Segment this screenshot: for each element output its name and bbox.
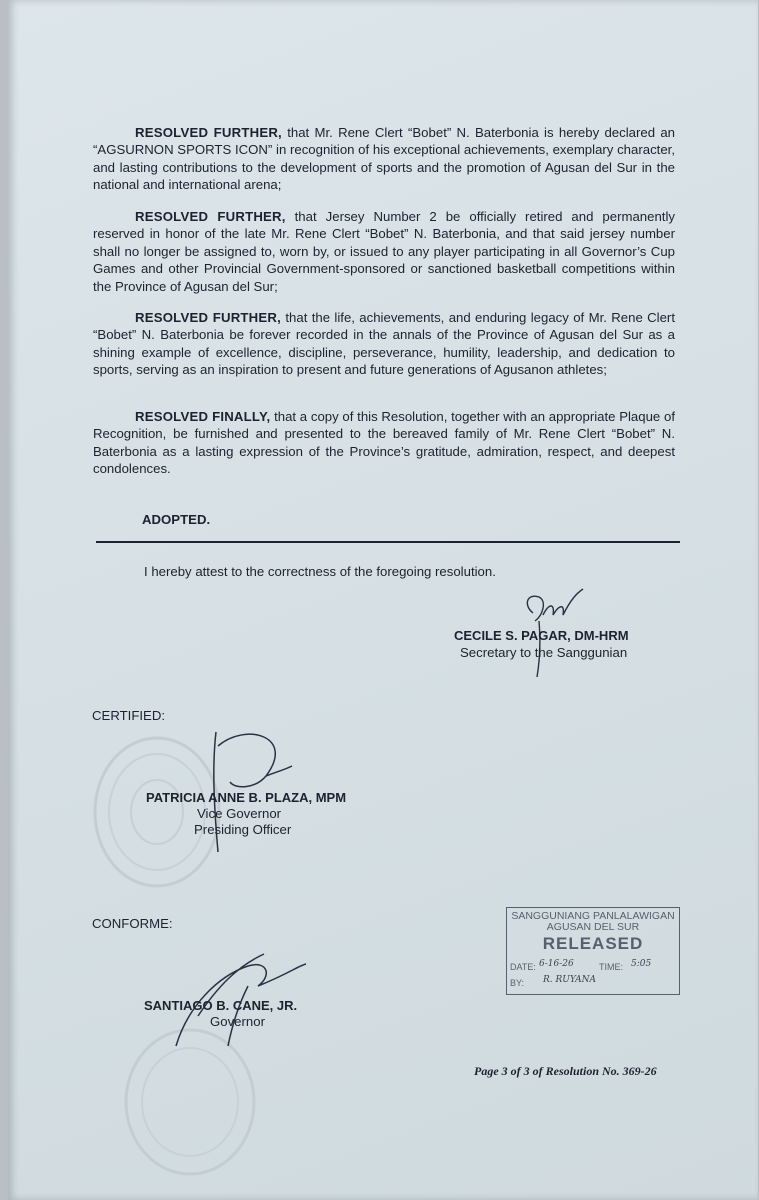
paragraph-lead: RESOLVED FURTHER,: [135, 310, 281, 325]
vice-governor-title: Vice Governor: [197, 806, 282, 821]
certified-label: CERTIFIED:: [92, 708, 166, 723]
stamp-date-value: 6-16-26: [539, 959, 574, 969]
paragraph-text: that a copy of this Resolution, together with an appropriate Plaque of Recognition, be furnished and presented to the bereaved family of Mr. Rene Clert “Bobet” N. Baterbonia as a lasting expression of the Province’s gratitude, admiration, respect, and deepest condolences.: [93, 409, 675, 477]
resolution-paragraph-2: [93, 208, 675, 295]
governor-name: SANTIAGO B. CANE, JR.: [144, 998, 298, 1013]
stamp-date-label: DATE:: [510, 962, 536, 972]
conforme-label: CONFORME:: [92, 916, 173, 931]
governor-title: Governor: [210, 1014, 265, 1029]
resolution-paragraph-1: [93, 124, 675, 194]
secretary-title: Secretary to the Sanggunian: [460, 645, 628, 660]
paragraph-text: that Mr. Rene Clert “Bobet” N. Baterbonia is hereby declared an “AGSURNON SPORTS ICON” in recognition of his exceptional achievements, exemplary character, and lasting contributions to the development of sports and the promotion of Agusan del Sur in the national and international arena;: [93, 125, 675, 193]
released-stamp: [506, 907, 680, 995]
stamp-line-1: SANGGUNIANG PANLALAWIGAN: [511, 910, 675, 922]
secretary-name: CECILE S. PAGAR, DM-HRM: [454, 628, 629, 643]
divider-line: [96, 541, 680, 543]
paragraph-text: that Jersey Number 2 be officially retired and permanently reserved in honor of the late Mr. Rene Clert “Bobet” N. Baterbonia, and that said jersey number shall no longer be assigned to, worn by, or issued to any player participating in all Governor’s Cup Games and other Provincial Government-sponsored or sanctioned basketball competitions within the Province of Agusan del Sur;: [93, 209, 675, 294]
stamp-time-value: 5:05: [631, 959, 652, 969]
paragraph-lead: RESOLVED FURTHER,: [135, 125, 282, 140]
presiding-officer-title: Presiding Officer: [194, 822, 292, 837]
stamp-by-value: R. RUYANA: [543, 975, 596, 985]
stamp-time-label: TIME:: [599, 962, 623, 972]
stamp-by-label: BY:: [510, 978, 525, 988]
stamp-status: RELEASED: [542, 934, 644, 953]
attestation-text: I hereby attest to the correctness of the foregoing resolution.: [144, 564, 496, 579]
paragraph-lead: RESOLVED FINALLY,: [135, 409, 271, 424]
resolution-paragraph-4: [93, 408, 675, 478]
document-page: [8, 0, 758, 1200]
paragraph-text: that the life, achievements, and enduring legacy of Mr. Rene Clert “Bobet” N. Baterbonia be forever recorded in the annals of the Province of Agusan del Sur as a shining example of excellence, discipline, perseverance, humility, leadership, and dedication to sports, serving as an inspiration to present and future generations of Agusanon athletes;: [93, 310, 675, 378]
stamp-line-2: AGUSAN DEL SUR: [546, 921, 640, 933]
vice-governor-name: PATRICIA ANNE B. PLAZA, MPM: [146, 790, 347, 805]
page-footer: Page 3 of 3 of Resolution No. 369-26: [474, 1064, 657, 1078]
resolution-paragraph-3: [93, 309, 675, 379]
paragraph-lead: RESOLVED FURTHER,: [135, 209, 286, 224]
adopted-label: ADOPTED.: [142, 512, 211, 527]
